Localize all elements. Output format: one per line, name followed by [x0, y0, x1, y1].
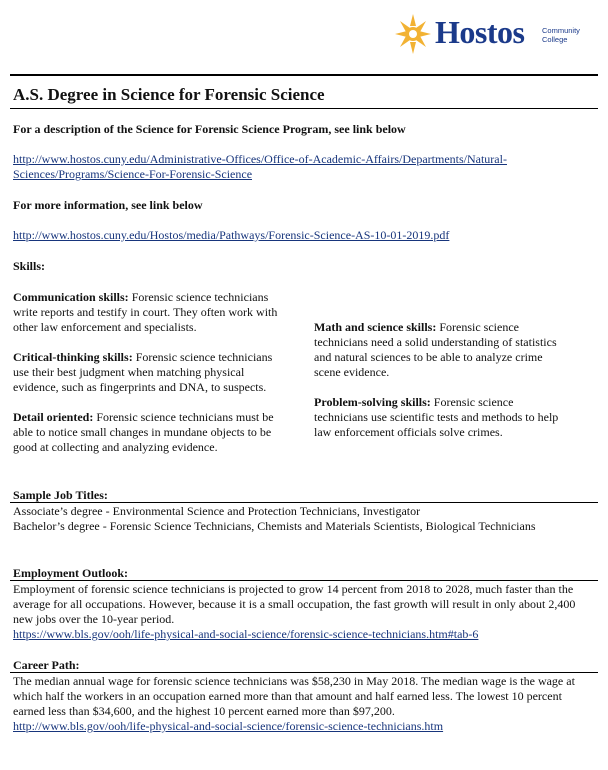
career-rule [10, 672, 598, 673]
skills-heading: Skills: [13, 259, 46, 273]
skill-problem-solving: Problem-solving skills: Forensic science technicians use scientific tests and methods to help law enforcement officials solve crimes. [314, 395, 559, 439]
career-heading: Career Path: [13, 658, 80, 672]
info-prompt: For more information, see link below [13, 198, 203, 212]
description-prompt: For a description of the Science for Forensic Science Program, see link below [13, 122, 406, 136]
info-link-wrapper [13, 228, 593, 243]
outlook-heading: Employment Outlook: [13, 566, 129, 580]
career-body [13, 674, 589, 734]
skills-left-column [13, 290, 281, 470]
info-link[interactable]: http://www.hostos.cuny.edu/Hostos/media/Pathways/Forensic-Science-AS-10-01-2019.pdf [13, 228, 450, 242]
job-titles-heading: Sample Job Titles: [13, 488, 108, 502]
outlook-rule [10, 580, 598, 581]
career-text: The median annual wage for forensic science technicians was $58,230 in May 2018. The median wage is the wage at which half the workers in an occupation earned more than that amount and half earned less. The lowest 10 percent earned less than $34,600, and the highest 10 percent earned more than $97,200. [13, 674, 575, 718]
outlook-body [13, 582, 589, 642]
hostos-logo [393, 12, 603, 60]
title-rule [10, 108, 598, 109]
outlook-link[interactable]: https://www.bls.gov/ooh/life-physical-and-social-science/forensic-science-technicians.htm#tab-6 [13, 627, 479, 641]
page-title: A.S. Degree in Science for Forensic Science [13, 85, 325, 104]
skills-right-column [314, 320, 562, 455]
logo-subtitle: Community College [542, 26, 580, 44]
job-titles-rule [10, 502, 598, 503]
description-link-wrapper [13, 152, 593, 182]
skill-detail-oriented: Detail oriented: Forensic science technicians must be able to notice small changes in mundane objects to be good at collecting and analyzing evidence. [13, 410, 274, 454]
career-link[interactable]: http://www.bls.gov/ooh/life-physical-and-social-science/forensic-science-technicians.htm [13, 719, 444, 733]
outlook-text: Employment of forensic science technicians is projected to grow 14 percent from 2018 to 2028, much faster than the average for all occupations. However, because it is a small occupation, the fast growth will result in only about 2,400 new jobs over the 10-year period. [13, 582, 576, 626]
logo-name: Hostos [435, 14, 525, 50]
description-link[interactable]: http://www.hostos.cuny.edu/Administrative-Offices/Office-of-Academic-Affairs/Departments/Natural-Sciences/Programs/Science-For-Forensic-Science [13, 152, 507, 181]
skill-communication: Communication skills: Forensic science technicians write reports and testify in court. They often work with other law enforcement and specialists. [13, 290, 278, 334]
skill-critical-thinking: Critical-thinking skills: Forensic science technicians use their best judgment when matching physical evidence, such as fingerprints and DNA, to suspects. [13, 350, 273, 394]
skill-math-science: Math and science skills: Forensic science technicians need a solid understanding of statistics and natural sciences to be able to analyze crime scene evidence. [314, 320, 557, 379]
sun-icon [393, 12, 433, 56]
header-rule [10, 74, 598, 76]
job-titles-body [13, 504, 589, 534]
job-titles-bachelor: Bachelor’s degree - Forensic Science Technicians, Chemists and Materials Scientists, Biological Technicians [13, 519, 536, 533]
job-titles-associate: Associate’s degree - Environmental Science and Protection Technicians, Investigator [13, 504, 421, 518]
